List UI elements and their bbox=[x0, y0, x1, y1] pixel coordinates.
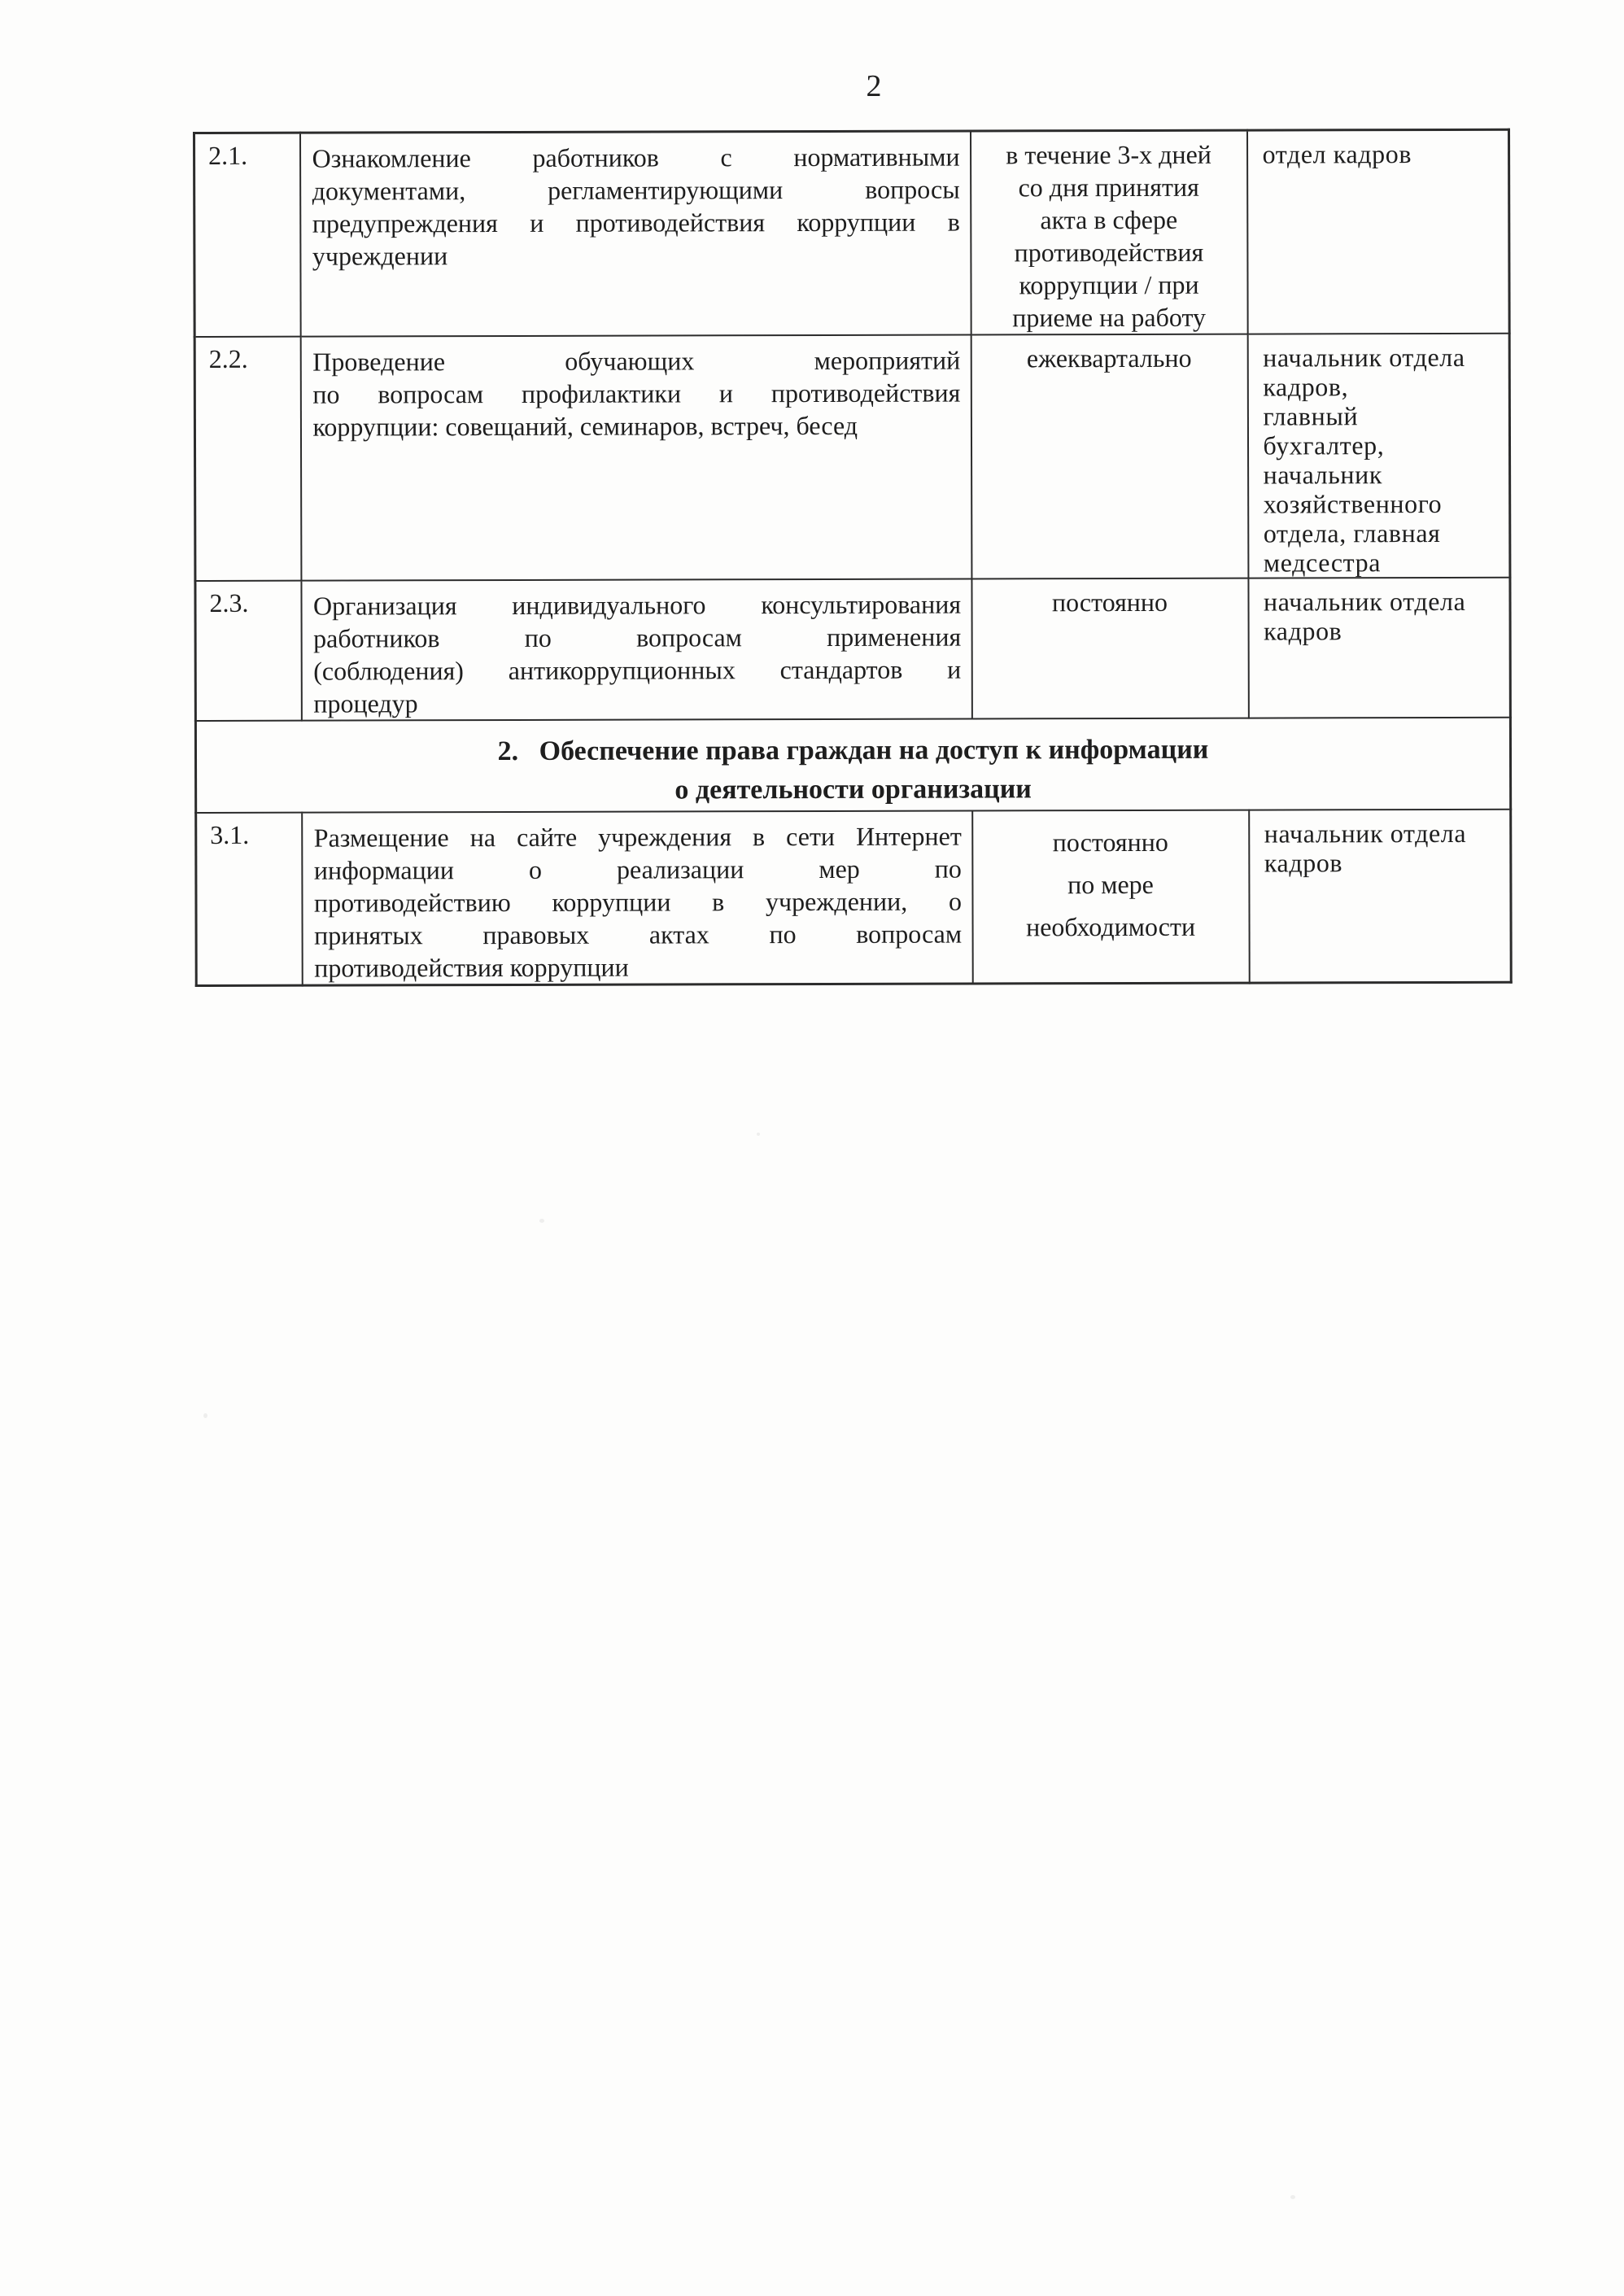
scan-speck bbox=[1290, 2195, 1295, 2199]
section-heading: 2. Обеспечение права граждан на доступ к информации о деятельности организации bbox=[195, 718, 1510, 813]
deadline-cell: постоянно bbox=[971, 578, 1248, 719]
responsible-cell: начальник отдела кадров bbox=[1249, 810, 1512, 983]
activity-cell: Размещение на сайте учреждения в сети Интернет информации о реализации мер по противодействию коррупции в учреждении, о принятых правовых актах по вопросам противодействия коррупции bbox=[302, 810, 973, 985]
plan-table bbox=[193, 129, 1513, 987]
activity-cell: Организация индивидуального консультирования работников по вопросам применения (соблюдения) антикоррупционных стандартов и процедур bbox=[301, 578, 971, 720]
table-row-2-2 bbox=[194, 334, 1510, 581]
table-row-2-3 bbox=[195, 578, 1510, 721]
table-row-3-1 bbox=[196, 810, 1512, 986]
activity-cell: Ознакомление работников с нормативными документами, регламентирующими вопросы предупреждения и противодействия коррупции в учреждении bbox=[300, 131, 971, 337]
scan-speck bbox=[203, 1413, 207, 1418]
row-number-cell: 2.2. bbox=[194, 337, 301, 581]
scan-speck bbox=[539, 1219, 544, 1223]
responsible-cell: начальник отдела кадров, главный бухгалтер, начальник хозяйственного отдела, главная медсестра bbox=[1247, 334, 1510, 578]
deadline-cell: постоянно по мере необходимости bbox=[972, 810, 1250, 984]
scan-speck bbox=[757, 1133, 760, 1136]
section-header-row bbox=[195, 718, 1510, 813]
table-row-2-1 bbox=[194, 129, 1510, 337]
row-number-cell: 3.1. bbox=[196, 813, 303, 986]
page-number: 2 bbox=[866, 69, 882, 103]
responsible-cell: начальник отдела кадров bbox=[1248, 578, 1510, 718]
deadline-cell: в течение 3-х дней со дня принятия акта в сфере противодействия коррупции / при приеме на работу bbox=[971, 130, 1248, 334]
anticorruption-plan-table bbox=[193, 129, 1510, 987]
deadline-cell: ежеквартально bbox=[971, 334, 1248, 579]
responsible-cell: отдел кадров bbox=[1246, 129, 1509, 334]
activity-cell: Проведение обучающих мероприятий по вопросам профилактики и противодействия коррупции: совещаний, семинаров, встреч, бесед bbox=[300, 334, 971, 580]
row-number-cell: 2.1. bbox=[194, 133, 301, 337]
row-number-cell: 2.3. bbox=[195, 581, 301, 721]
